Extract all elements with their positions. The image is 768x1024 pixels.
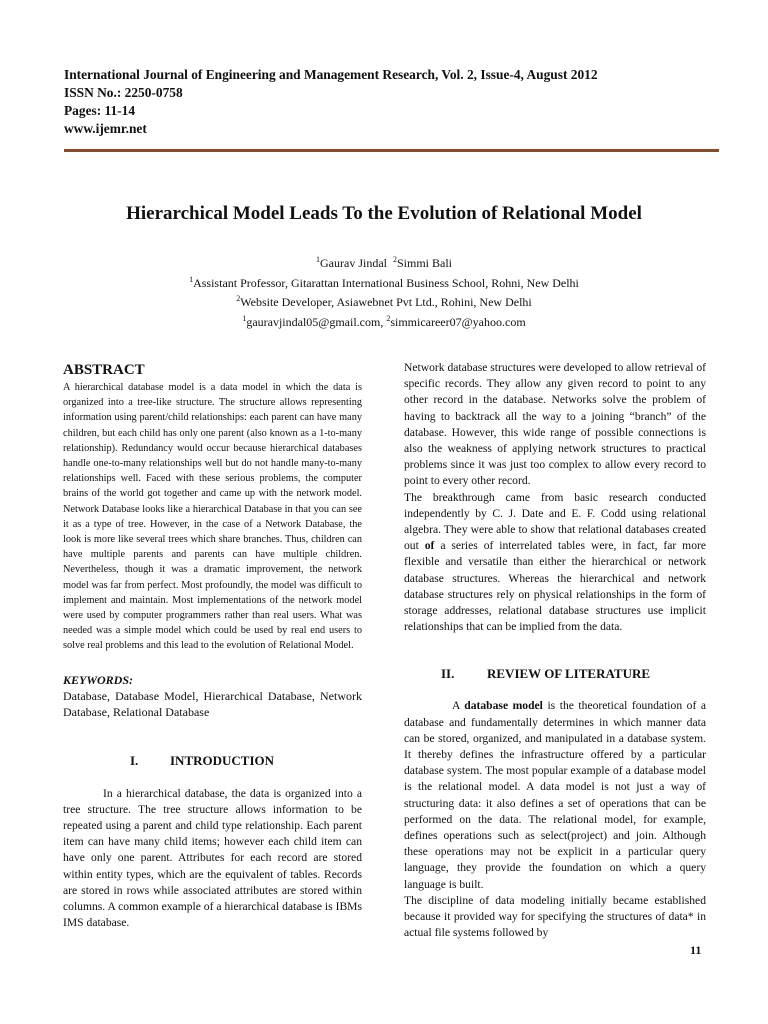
affiliation-superscript: 2 <box>236 294 241 303</box>
section-heading-introduction <box>63 753 362 769</box>
bold-term: database model <box>464 699 543 713</box>
header-divider <box>64 149 719 152</box>
journal-citation: International Journal of Engineering and Management Research, Vol. 2, Issue-4, August 2012 <box>64 67 598 82</box>
author-email: gauravjindal05@gmail.com, <box>246 314 384 329</box>
breakthrough-paragraph <box>404 490 706 636</box>
author-block <box>0 252 768 330</box>
author-emails <box>0 311 768 331</box>
author-superscript: 1 <box>316 255 320 264</box>
paragraph-text: a series of interrelated tables were, in fact, far more flexible and versatile than either the hierarchical or network database structures. Whereas the hierarchical and network database structures rely on physical relationships in the form of storage addresses, relational database structures use implicit relationships that can be implied from the data. <box>404 539 706 634</box>
abstract-text: A hierarchical database model is a data model in which the data is organized into a tree-like structure. The structure allows representing information using parent/child relationships: each parent can have many children, but each child has only one parent (also known as a 1-to-many relationship). Redundancy would occur because hierarchical databases handle one-to-many relationships well but do not handle many-to-many relationships well. Faced with these serious problems, the computer brains of the world got together and came up with the network model. Network Database looks like a hierarchical Database in that you can see it as a type of tree. However, in the case of a Network Database, the look is more like several trees which share branches. Thus, children can have multiple parents and parents can have multiple children. Nevertheless, though it was a dramatic improvement, the network model was far from perfect. Most profoundly, the model was difficult to implement and maintain. Most implementations of the network model were used by computer programmers rather than real users. What was needed was a simple model which could be used by real end users to solve real problems and this lead to the evolution of Relational Model. <box>63 382 362 652</box>
author-names <box>0 252 768 272</box>
left-column <box>63 362 362 931</box>
email-superscript: 2 <box>386 313 391 323</box>
paragraph-text: A <box>452 699 460 713</box>
page-number: 11 <box>690 943 702 957</box>
section-title: REVIEW OF LITERATURE <box>487 666 651 682</box>
author-name: Gaurav Jindal <box>320 256 387 270</box>
section-number: I. <box>130 752 139 768</box>
author-name: Simmi Bali <box>396 256 452 270</box>
review-paragraph <box>404 698 706 892</box>
affiliation-superscript: 1 <box>189 274 194 284</box>
abstract-heading: ABSTRACT <box>63 362 145 378</box>
paragraph-text: is the theoretical foundation of a database and fundamentally determines in which manner data can be stored, organized, and manipulated in a database system. It thereby defines the infrastructure offered by a particular database system. The most popular example of a database model is the relational model. A data model is not just a way of structuring data: it also defines a set of operations that can be performed on the data. The relational model, for example, defines operations such as select(project) and join. Although these operations may not be explicit in a particular query language, they provide the foundation on which a query language is built. <box>404 699 706 891</box>
journal-website: www.ijemr.net <box>64 121 147 136</box>
right-column <box>404 360 706 942</box>
bold-word: of <box>424 539 435 553</box>
author-affiliation <box>0 291 768 311</box>
section-heading-review <box>404 666 706 682</box>
keywords-heading: KEYWORDS: <box>63 672 134 687</box>
affiliation-text: Website Developer, Asiawebnet Pvt Ltd., Rohini, New Delhi <box>240 295 532 309</box>
journal-pages: Pages: 11-14 <box>64 103 136 118</box>
email-superscript: 1 <box>242 313 247 323</box>
author-superscript: 2 <box>392 255 397 264</box>
section-number: II. <box>441 666 455 682</box>
author-affiliation <box>0 272 768 292</box>
affiliation-text: Assistant Professor, Gitarattan International Business School, Rohni, New Delhi <box>193 275 579 290</box>
network-paragraph: Network database structures were developed to allow retrieval of specific records. They allow any given record to point to any other record in the database. Networks solve the problem of having to backtrack all the way to a joining “branch” of the database. However, this wide range of possible connections is also the weakness of applying network structures to practical problems since it was just too complex to allow every record to point to every other record. <box>404 361 706 488</box>
introduction-text: In a hierarchical database, the data is organized into a tree structure. The tree structure allows information to be repeated using a parent and child type relationship. Each parent item can have many child items; however each child item can have only one parent. Attributes for each record are stored within entity types, which are the equivalent of tables. Records are stored in rows while associated attributes are stored within columns. A common example of a hierarchical database is IBMs IMS database. <box>63 786 362 930</box>
paragraph-text: The breakthrough came from basic research conducted independently by C. J. Date and E. F. Codd using relational algebra. They were able to show that relational databases created out <box>404 490 706 553</box>
review-paragraph-continued: The discipline of data modeling initially became established because it provided way for specifying the structures of data* in actual file systems followed by <box>404 893 706 940</box>
journal-issn: ISSN No.: 2250-0758 <box>64 85 183 100</box>
section-title: INTRODUCTION <box>170 752 275 768</box>
keywords-text: Database, Database Model, Hierarchical Database, Network Database, Relational Database <box>63 688 362 719</box>
paper-title: Hierarchical Model Leads To the Evolution of Relational Model <box>126 203 642 224</box>
author-email: simmicareer07@yahoo.com <box>390 314 526 329</box>
journal-header <box>64 66 724 138</box>
